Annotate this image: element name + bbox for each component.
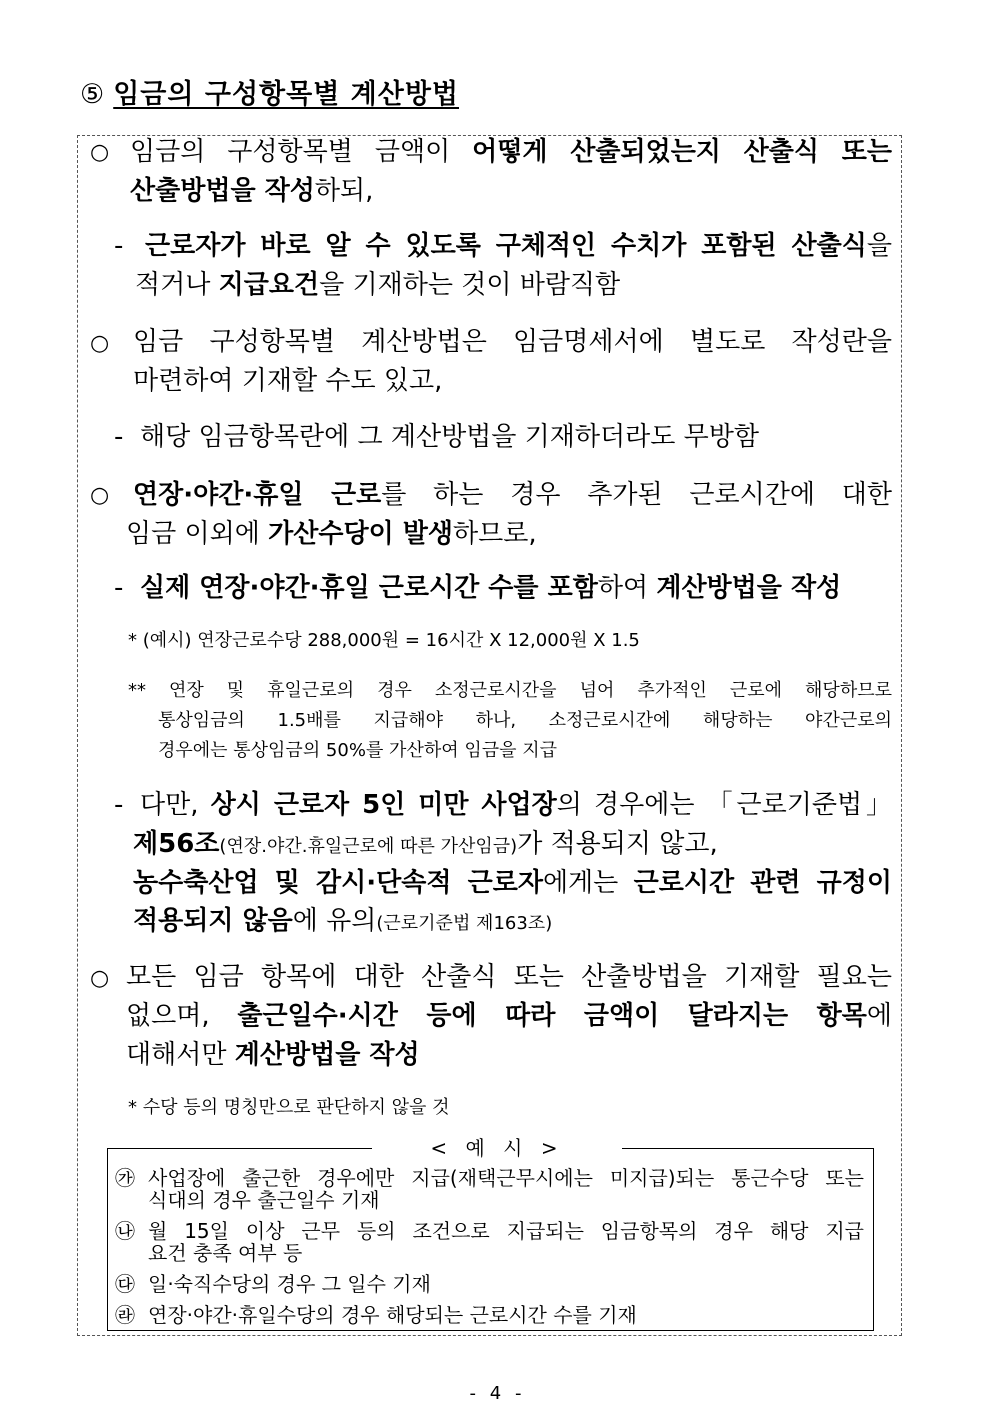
section2-line1: 임금 구성항목별 계산방법은 임금명세서에 별도로 작성란을 xyxy=(133,327,892,357)
marker-na-icon: ㉯ xyxy=(115,1219,135,1243)
heading-number: ⑤ xyxy=(80,79,106,110)
dash-bullet-icon: - xyxy=(114,422,124,452)
circle-bullet-icon: ○ xyxy=(90,140,110,165)
section3-line2: 임금 이외에 가산수당이 발생하므로, xyxy=(126,519,537,549)
section3-sub2-line4: 적용되지 않음에 유의(근로기준법 제163조) xyxy=(133,906,553,936)
section4-line3: 대해서만 계산방법을 작성 xyxy=(126,1040,420,1070)
section1-line1: 임금의 구성항목별 금액이 어떻게 산출되었는지 산출식 또는 xyxy=(130,137,892,167)
section3-sub2-line3: 농수축산업 및 감시·단속적 근로자에게는 근로시간 관련 규정이 xyxy=(133,868,892,898)
marker-ga-icon: ㉮ xyxy=(115,1166,135,1190)
section3-sub2-line1: 다만, 상시 근로자 5인 미만 사업장의 경우에는 「근로기준법」 xyxy=(140,790,892,820)
section-heading xyxy=(80,72,459,111)
section1-sub-line1: 근로자가 바로 알 수 있도록 구체적인 수치가 포함된 산출식을 xyxy=(145,231,892,261)
section1-line2: 산출방법을 작성하되, xyxy=(130,176,374,206)
marker-ra-icon: ㉱ xyxy=(115,1303,135,1327)
example-item-1-line2: 식대의 경우 출근일수 기재 xyxy=(148,1188,380,1212)
example-item-1-line1: 사업장에 출근한 경우에만 지급(재택근무시에는 미지급)되는 통근수당 또는 xyxy=(148,1166,864,1190)
footnote-line1: ** 연장 및 휴일근로의 경우 소정근로시간을 넘어 추가적인 근로에 해당하므로 xyxy=(128,680,892,701)
section1-sub-line2: 적거나 지급요건을 기재하는 것이 바람직함 xyxy=(135,270,621,300)
heading-title: 임금의 구성항목별 계산방법 xyxy=(113,79,460,110)
example-item-4-line1: 연장·야간·휴일수당의 경우 해당되는 근로시간 수를 기재 xyxy=(148,1303,637,1327)
dash-bullet-icon: - xyxy=(114,231,124,261)
section4-line2: 없으며, 출근일수·시간 등에 따라 금액이 달라지는 항목에 xyxy=(126,1001,892,1031)
example-item-2-line1: 월 15일 이상 근무 등의 조건으로 지급되는 임금항목의 경우 해당 지급 xyxy=(148,1219,864,1243)
section3-line1: 연장·야간·휴일 근로를 하는 경우 추가된 근로시간에 대한 xyxy=(133,480,892,510)
dash-bullet-icon: - xyxy=(114,573,124,603)
circle-bullet-icon: ○ xyxy=(90,966,110,991)
example-item-3-line1: 일·숙직수당의 경우 그 일수 기재 xyxy=(148,1272,431,1296)
example-item-2-line2: 요건 충족 여부 등 xyxy=(148,1241,303,1265)
section4-note: * 수당 등의 명칭만으로 판단하지 않을 것 xyxy=(128,1097,450,1118)
footnote-line3: 경우에는 통상임금의 50%를 가산하여 임금을 지급 xyxy=(158,740,557,761)
section3-sub2-line2: 제56조(연장.야간.휴일근로에 따른 가산임금)가 적용되지 않고, xyxy=(133,829,718,859)
page-number: - 4 - xyxy=(469,1383,526,1404)
section2-line2: 마련하여 기재할 수도 있고, xyxy=(133,366,443,396)
dash-bullet-icon: - xyxy=(114,790,124,820)
marker-da-icon: ㉰ xyxy=(115,1272,135,1296)
section2-sub-line1: 해당 임금항목란에 그 계산방법을 기재하더라도 무방함 xyxy=(140,422,759,452)
circle-bullet-icon: ○ xyxy=(90,331,110,356)
section4-line1: 모든 임금 항목에 대한 산출식 또는 산출방법을 기재할 필요는 xyxy=(126,962,892,992)
footnote-line2: 통상임금의 1.5배를 지급해야 하나, 소정근로시간에 해당하는 야간근로의 xyxy=(158,710,892,731)
example-calculation-note: * (예시) 연장근로수당 288,000원 = 16시간 X 12,000원 X 1.5 xyxy=(128,630,640,651)
example-title: < 예 시 > xyxy=(372,1136,622,1160)
section3-sub-line1: 실제 연장·야간·휴일 근로시간 수를 포함하여 계산방법을 작성 xyxy=(140,573,842,603)
circle-bullet-icon: ○ xyxy=(90,483,110,508)
